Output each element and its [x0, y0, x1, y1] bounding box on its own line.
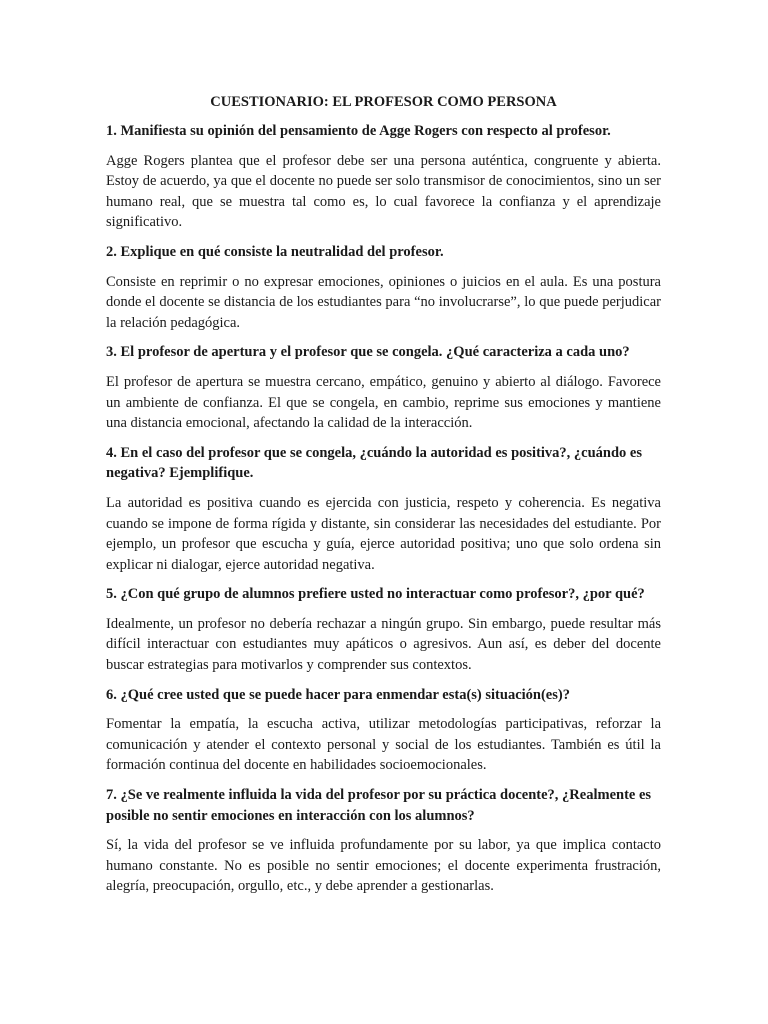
- answer-6: Fomentar la empatía, la escucha activa, utilizar metodologías participativas, reforzar la comunicación y atender el contexto personal y social de los estudiantes. También es útil la formación continua del docente en habilidades socioemocionales.: [106, 716, 661, 774]
- document-page: [106, 92, 661, 906]
- question-block-4: [106, 443, 661, 576]
- question-6: 6. ¿Qué cree usted que se puede hacer para enmendar esta(s) situación(es)?: [106, 686, 570, 703]
- question-4: 4. En el caso del profesor que se congela, ¿cuándo la autoridad es positiva?, ¿cuándo es negativa? Ejemplifique.: [106, 444, 643, 482]
- answer-5: Idealmente, un profesor no debería rechazar a ningún grupo. Sin embargo, puede resultar más difícil interactuar con estudiantes muy apáticos o agresivos. Aun así, es deber del docente buscar estrategias para motivarlos y comprender sus contextos.: [106, 615, 661, 674]
- question-block-6: [106, 685, 661, 776]
- question-block-3: [106, 342, 661, 433]
- answer-4: La autoridad es positiva cuando es ejercida con justicia, respeto y coherencia. Es negativa cuando se impone de forma rígida y distante, sin considerar las necesidades del estudiante. Por ejemplo, un profesor que escucha y guía, ejerce autoridad positiva; uno que solo ordena sin explicar ni dialogar, ejerce autoridad negativa.: [106, 494, 661, 573]
- question-block-7: [106, 785, 661, 897]
- answer-3: El profesor de apertura se muestra cercano, empático, genuino y abierto al diálogo. Favorece un ambiente de confianza. El que se congela, en cambio, reprime sus emociones y mantiene una distancia emocional, afectando la calidad de la interacción.: [106, 373, 661, 432]
- question-1: 1. Manifiesta su opinión del pensamiento de Agge Rogers con respecto al profesor.: [106, 123, 611, 139]
- question-block-2: [106, 242, 661, 333]
- question-3: 3. El profesor de apertura y el profesor que se congela. ¿Qué caracteriza a cada uno?: [106, 344, 630, 361]
- question-7: 7. ¿Se ve realmente influida la vida del profesor por su práctica docente?, ¿Realmente es posible no sentir emociones en interacción con los alumnos?: [106, 787, 652, 824]
- answer-7: Sí, la vida del profesor se ve influida profundamente por su labor, ya que implica contacto humano constante. No es posible no sentir emociones; el docente experimenta frustración, alegría, preocupación, orgullo, etc., y debe aprender a gestionarlas.: [106, 837, 661, 895]
- document-title: CUESTIONARIO: EL PROFESOR COMO PERSONA: [210, 94, 557, 110]
- question-block-5: [106, 584, 661, 675]
- question-block-1: [106, 121, 661, 233]
- answer-2: Consiste en reprimir o no expresar emociones, opiniones o juicios en el aula. Es una postura donde el docente se distancia de los estudiantes para “no involucrarse”, lo que puede perjudicar la relación pedagógica.: [106, 273, 661, 331]
- answer-1: Agge Rogers plantea que el profesor debe ser una persona auténtica, congruente y abierta. Estoy de acuerdo, ya que el docente no puede ser solo transmisor de conocimientos, sino un ser humano real, que se muestra tal como es, lo cual favorece la confianza y el aprendizaje significativo.: [106, 152, 661, 231]
- question-2: 2. Explique en qué consiste la neutralidad del profesor.: [106, 243, 444, 260]
- question-5: 5. ¿Con qué grupo de alumnos prefiere usted no interactuar como profesor?, ¿por qué?: [106, 586, 645, 603]
